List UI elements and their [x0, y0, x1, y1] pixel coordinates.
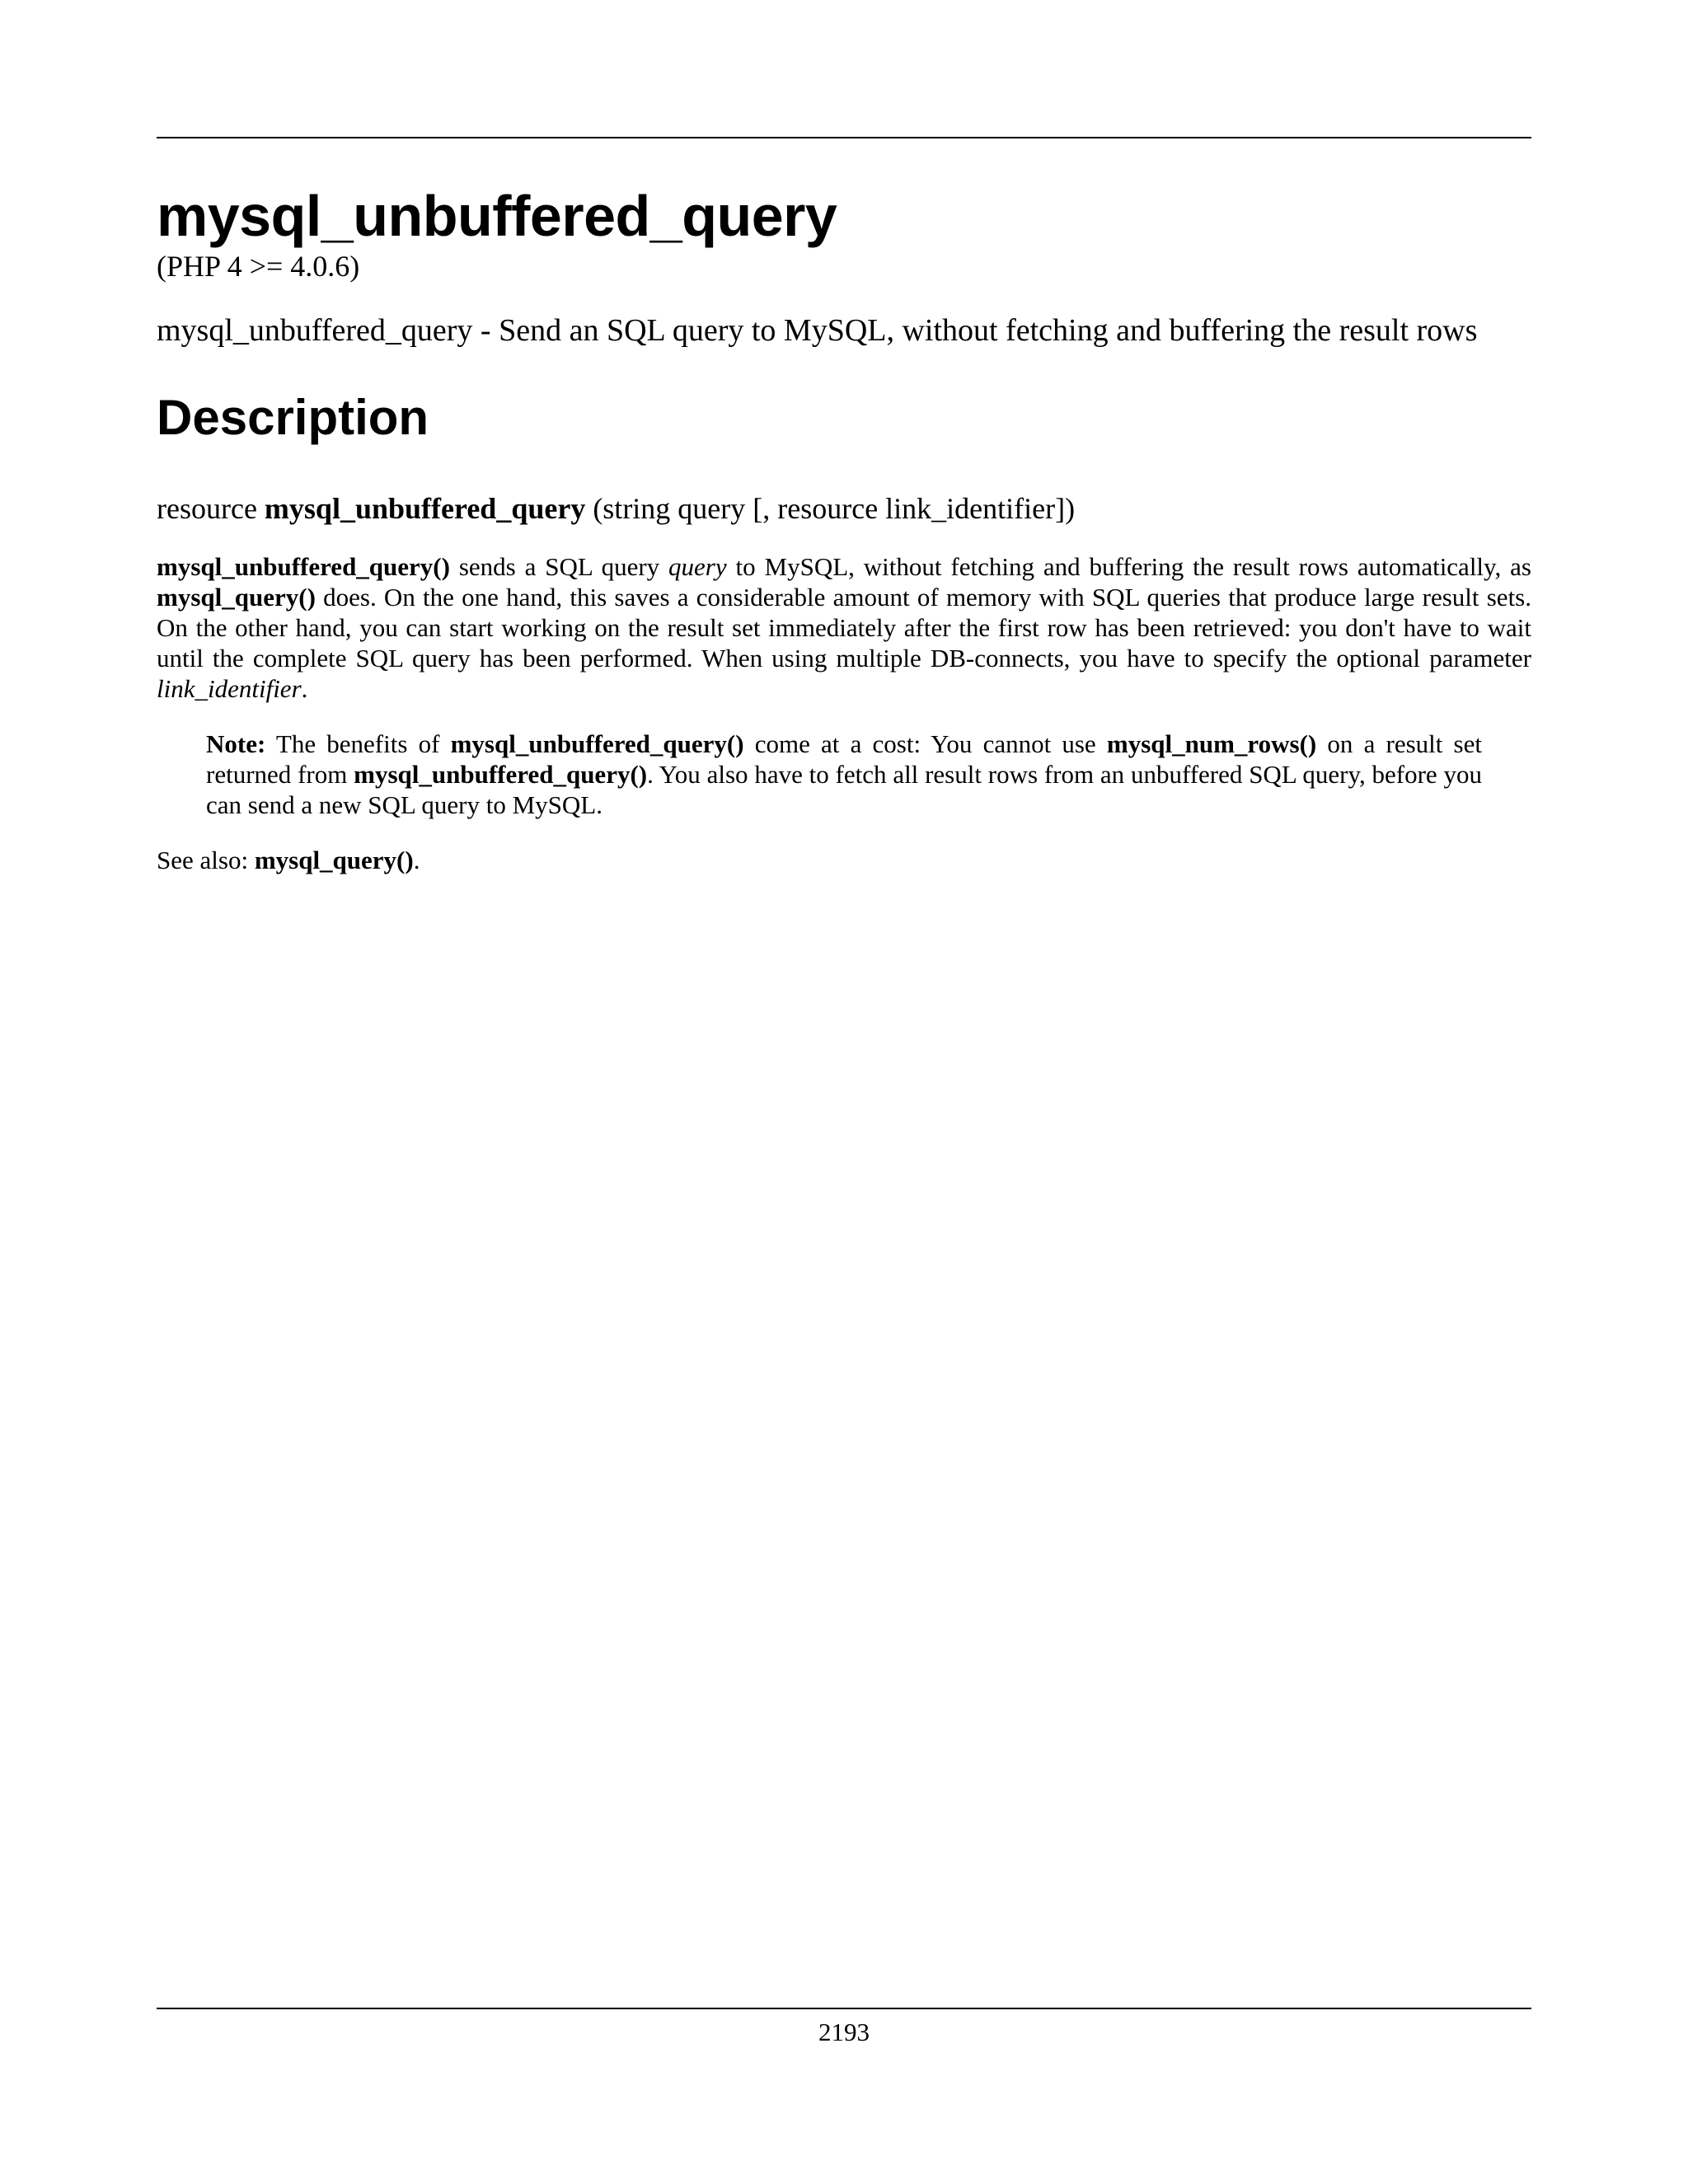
note-text: on a result set returned from	[206, 729, 1482, 790]
synopsis-params: (string query [, resource link_identifier])	[585, 492, 1076, 526]
param-link-identifier: link_identifier	[157, 674, 302, 704]
see-also-link: mysql_query()	[254, 846, 414, 875]
header-rule	[157, 137, 1531, 138]
section-title-description: Description	[157, 390, 429, 446]
function-ref: mysql_unbuffered_query()	[450, 729, 744, 759]
description-text: .	[301, 674, 308, 704]
description-text: sends a SQL query	[449, 552, 669, 582]
note-text: . You also have to fetch all result rows from an unbuffered SQL query, before you can send a new SQL query to MySQL.	[206, 760, 1482, 820]
note-text: come at a cost: You cannot use	[743, 729, 1107, 759]
description-text: to MySQL, without fetching and buffering the result rows automatically, as	[726, 552, 1531, 582]
function-ref: mysql_unbuffered_query()	[354, 760, 648, 790]
see-also	[157, 845, 1531, 875]
note-label: Note:	[206, 729, 266, 759]
footer-rule	[157, 2008, 1531, 2009]
function-purpose: mysql_unbuffered_query - Send an SQL query to MySQL, without fetching and buffering the result rows	[157, 312, 1478, 348]
see-also-end: .	[413, 846, 420, 875]
synopsis-return-type: resource	[157, 492, 265, 526]
page-content	[157, 186, 1531, 875]
note-block	[206, 729, 1482, 820]
description-text: does. On the one hand, this saves a considerable amount of memory with SQL queries that produce large result sets. On the other hand, you can start working on the result set immediately after the first row has been retrieved: you don't have to wait until the complete SQL query has been performed. When using multiple DB-connects, you have to specify the optional parameter	[157, 583, 1531, 673]
php-version: (PHP 4 >= 4.0.6)	[157, 249, 360, 283]
page-number: 2193	[818, 2018, 870, 2046]
description-paragraph	[157, 551, 1531, 704]
mysql-num-rows-ref: mysql_num_rows()	[1106, 729, 1317, 759]
param-query: query	[668, 552, 727, 582]
mysql-query-ref: mysql_query()	[157, 583, 316, 612]
note-text: The benefits of	[265, 729, 451, 759]
page-title: mysql_unbuffered_query	[157, 184, 837, 248]
function-synopsis	[157, 491, 1531, 527]
synopsis-function-name: mysql_unbuffered_query	[264, 492, 586, 526]
see-also-label: See also:	[157, 846, 255, 875]
function-ref: mysql_unbuffered_query()	[157, 552, 450, 582]
